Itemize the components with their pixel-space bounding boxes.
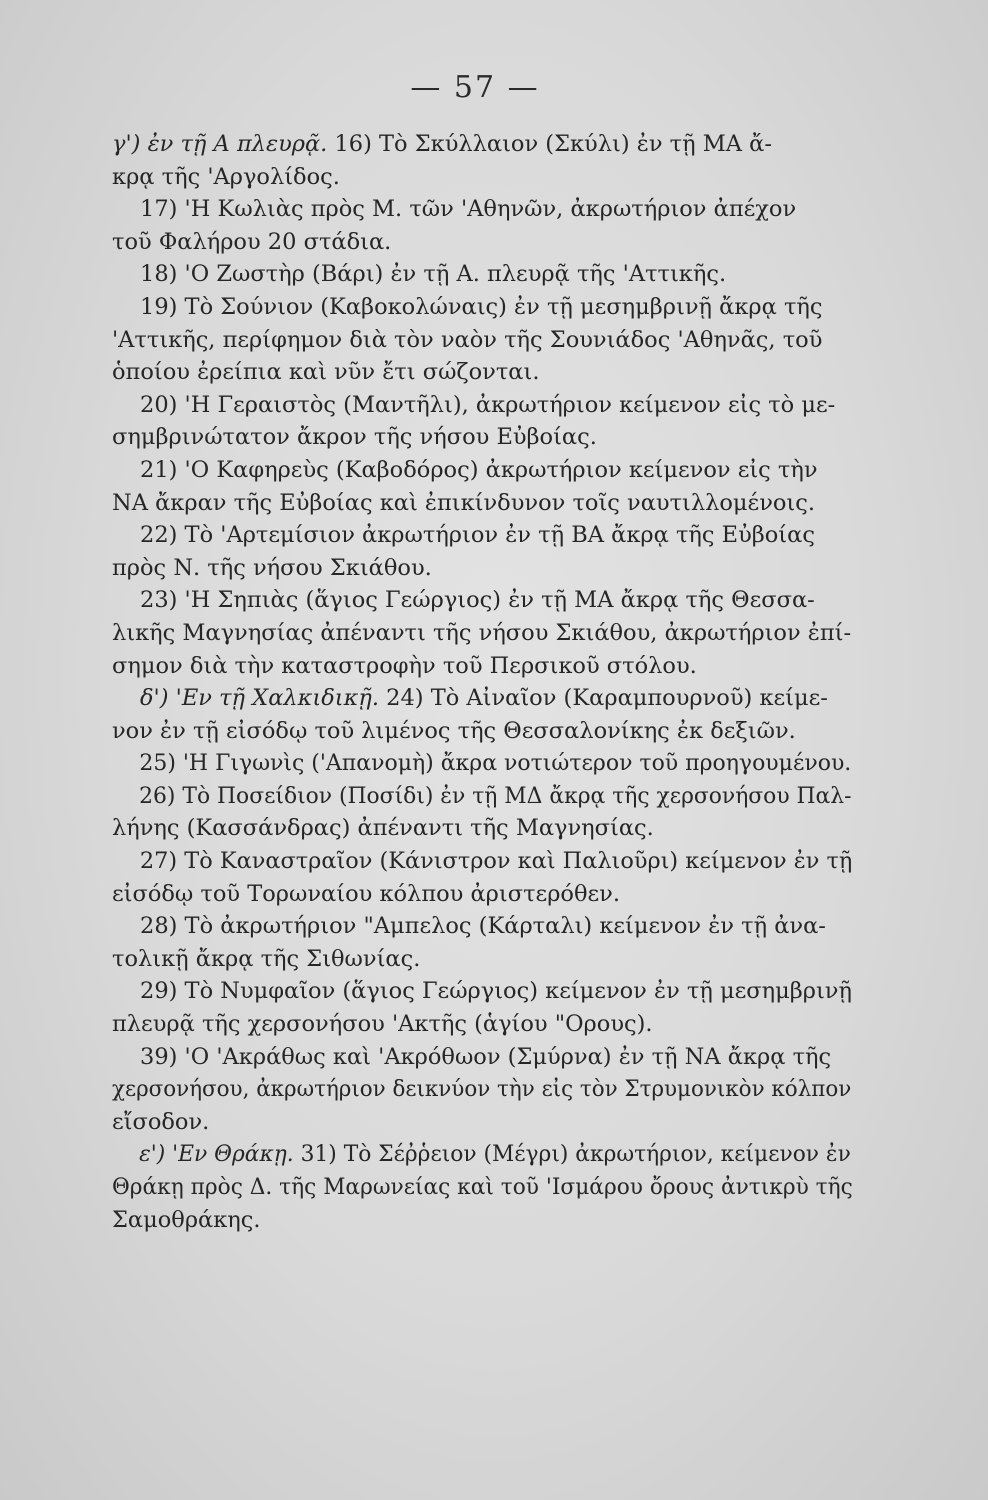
text-line [112,193,852,226]
line-text: σημον διὰ τὴν καταστροφὴν τοῦ Περσικοῦ στόλου. [112,652,697,679]
text-line [112,1138,851,1171]
text-line [112,975,852,1008]
text-line [112,715,852,748]
text-line [112,1106,852,1139]
line-text: χερσονήσου, ἀκρωτήριον δεικνύον τὴν εἰς τὸν Στρυμονικὸν κόλπον [112,1076,852,1103]
text-line [112,845,853,878]
text-line [112,910,852,943]
line-text: 39) 'Ο 'Ακράθως καὶ 'Ακρόθωον (Σμύρνα) ἐν τῇ ΝΑ ἄκρᾳ τῆς [140,1043,832,1070]
text-line [112,878,852,911]
line-text: εἴσοδον. [112,1108,210,1135]
line-text: 18) 'Ο Ζωστὴρ (Βάρι) ἐν τῇ Α. πλευρᾷ τῆς 'Αττικῆς. [140,261,727,288]
text-line [112,650,852,683]
line-text: πρὸς Ν. τῆς νήσου Σκιάθου. [112,554,432,581]
line-text: νον ἐν τῇ εἰσόδῳ τοῦ λιμένος τῆς Θεσσαλονίκης ἐκ δεξιῶν. [112,717,796,744]
line-text: 26) Τὸ Ποσείδιον (Ποσίδι) ἐν τῇ ΜΔ ἄκρᾳ τῆς χερσονήσου Παλ- [139,782,852,809]
text-line [112,1171,853,1204]
text-line [112,161,852,194]
text-line [112,226,852,259]
line-text: εἰσόδῳ τοῦ Τορωναίου κόλπου ἀριστερόθεν. [112,880,620,907]
text-body [112,128,852,1236]
line-text: λικῆς Μαγνησίας ἀπέναντι τῆς νήσου Σκιάθου, ἀκρωτήριον ἐπί- [112,619,852,646]
line-text: 27) Τὸ Καναστραῖον (Κάνιστρον καὶ Παλιοῦρι) κείμενον ἐν τῇ [139,848,853,875]
line-text: 16) Τὸ Σκύλλαιον (Σκύλι) ἐν τῇ ΜΑ ἄ- [327,131,772,157]
line-text: Σαμοθράκης. [112,1206,261,1233]
line-text: Θράκῃ πρὸς Δ. τῆς Μαρωνείας καὶ τοῦ 'Ισμάρου ὄρους ἀντικρὺ τῆς [112,1174,853,1200]
text-line [112,747,852,780]
text-line [112,356,852,389]
text-line [112,1041,852,1074]
text-line [112,454,852,487]
line-text: πλευρᾷ τῆς χερσονήσου 'Ακτῆς (ἁγίου "Ορους). [112,1011,653,1038]
text-line [112,812,852,845]
text-line [112,324,852,357]
line-text: 22) Τὸ 'Αρτεμίσιον ἀκρωτήριον ἐν τῇ ΒΑ ἄκρᾳ τῆς Εὐβοίας [140,522,815,549]
line-text: 28) Τὸ ἀκρωτήριον "Αμπελος (Κάρταλι) κείμενον ἐν τῇ ἀνα- [140,913,826,940]
line-text: 'Αττικῆς, περίφημον διὰ τὸν ναὸν τῆς Σουνιάδος 'Αθηνᾶς, τοῦ [112,326,823,353]
line-text: τολικῇ ἄκρᾳ τῆς Σιθωνίας. [112,945,421,972]
section-heading: δ') 'Εν τῇ Χαλκιδικῇ. [140,685,379,712]
line-text: λήνης (Κασσάνδρας) ἀπέναντι τῆς Μαγνησίας. [112,815,654,842]
text-line [112,617,852,650]
line-text: 31) Τὸ Σέῤῥειον (Μέγρι) ἀκρωτήριον, κείμενον ἐν [293,1141,851,1168]
line-text: 25) 'Η Γιγωνὶς ('Απανομὴ) ἄκρα νοτιώτερον τοῦ προηγουμένου. [139,750,852,777]
text-line [112,943,852,976]
text-line [112,421,852,454]
text-line [112,780,852,813]
text-line [112,584,852,617]
text-line [112,1073,852,1106]
section-heading: ε') 'Εν Θράκῃ. [139,1141,294,1168]
text-line [112,389,852,422]
text-line [112,552,852,585]
line-text: 29) Τὸ Νυμφαῖον (ἅγιος Γεώργιος) κείμενον ἐν τῇ μεσημβρινῇ [140,978,852,1005]
line-text: 17) 'Η Κωλιὰς πρὸς Μ. τῶν 'Αθηνῶν, ἀκρωτήριον ἀπέχον [140,196,797,223]
text-line [112,487,852,520]
line-text: 24) Τὸ Αἰναῖον (Καραμπουρνοῦ) κείμε- [379,685,828,712]
text-line [112,519,852,552]
line-text: ΝΑ ἄκραν τῆς Εὐβοίας καὶ ἐπικίνδυνον τοῖς ναυτιλλομένοις. [112,489,815,516]
text-line [112,1008,852,1041]
line-text: κρᾳ τῆς 'Αργολίδος. [112,163,340,190]
page-number: — 57 — [410,70,540,105]
line-text: τοῦ Φαλήρου 20 στάδια. [112,228,392,255]
text-line [112,128,852,161]
text-line [112,291,852,324]
line-text: 19) Τὸ Σούνιον (Καβοκολώναις) ἐν τῇ μεσημβρινῇ ἄκρᾳ τῆς [140,293,823,320]
section-heading: γ') ἐν τῇ Α πλευρᾷ. [112,131,328,157]
text-line [112,1204,852,1237]
line-text: σημβρινώτατον ἄκρον τῆς νήσου Εὐβοίας. [112,424,597,451]
text-line [112,682,852,715]
text-line [112,258,852,291]
line-text: ὁποίου ἐρείπια καὶ νῦν ἔτι σώζονται. [112,359,540,386]
line-text: 23) 'Η Σηπιὰς (ἅγιος Γεώργιος) ἐν τῇ ΜΑ ἄκρᾳ τῆς Θεσσα- [140,587,815,614]
line-text: 20) 'Η Γεραιστὸς (Μαντῆλι), ἀκρωτήριον κείμενον εἰς τὸ με- [140,391,836,418]
line-text: 21) 'Ο Καφηρεὺς (Καβοδόρος) ἀκρωτήριον κείμενον εἰς τὴν [140,456,818,483]
